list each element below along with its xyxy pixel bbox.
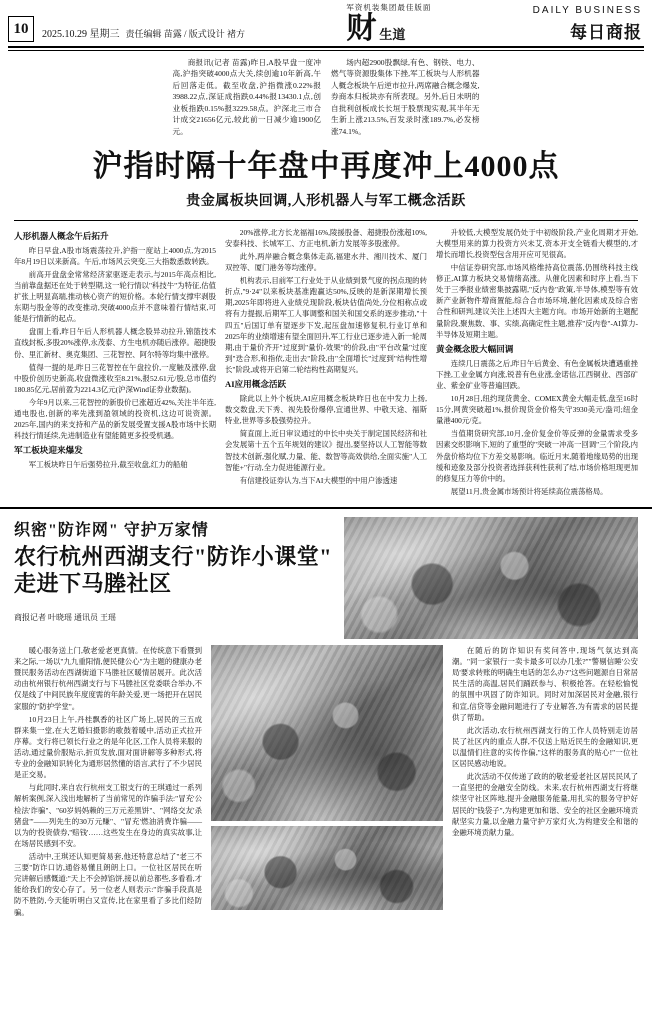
- lead-paragraph-1: 商报讯(记者 苗露)昨日,A股早盘一度冲高,沪指突破4000点大关,续创逾10年新高,午后回落走低。截至收盘,沪指微涨0.22%报3988.22点,深证成指跌0.44%报13430.1点,创业板指跌0.15%报3229.58点。沪深北三市合计成交21656亿元,较此前一日减少逾1900亿元。: [172, 57, 321, 136]
- page-number: 10: [8, 16, 34, 42]
- col2-p1: 20%涨停,北方长龙福福16%,陵援股备、超捷股份涨超10%,安泰科技、长城军工、方正电机,新力发展等多股涨停。: [225, 227, 427, 248]
- secondary-article: [0, 507, 652, 920]
- sec2-right-p3: 此次活动不仅传递了政的的敬老爱老社区居民民风了一直坚把的金融安全防线。未来,农行杭州西湖支行将继续坚守社区阵地,提升金融服务能量,用扎实的服务守护好居民的"钱袋子",为构建更加和谐、安全的社区金融环境贡献坚实力量,以金融力量守护万家灯火,为构建安全和谐的金融环境贡献力量。: [452, 772, 638, 837]
- col1-p4: 值得一提的是,昨日三花智控在午盘拉价,一度触及涨停,盘中股价创历史新高,收盘微涨收至8.21%,报52.61元/股,总市值约180.85亿元,居前盈为2214.3亿元(沪深Wind证券业数据)。: [14, 362, 216, 394]
- main-headline-block: [0, 140, 652, 214]
- col2-p3: 机构表示,目前军工行业处于从业绩到景气度的拐点现的转折点,"9·24"以来板块基准跑赢达50%,反映的是新深期增长预期,2025年即将进入业绩兑现阶段,板块估值尚处,分位相称点或将有力提振,后期军工人事调整和国关和国交系的逐步推动,"十四五"后国订单有望逐步下发,起压盘加速修复积,行业订单和2025年的业绩增速有望全面回升,军工行业已逐步进入新一轮周期,由于量价齐开"过度到"量价-效果"的价段,由"平台改量"过度到"迭合形,和指依,走出去"阶段,由"全面增长"过度到"结构性增长"阶段,或将开启第二轮结构性高期复兴。: [225, 276, 427, 375]
- sec2-left-p2: 10月23日上午,丹桂飘香的社区广场上,居民的三五成群来集一堂,在大艺婚妇摄影的歌鼓着暖中,活动正式拉开序幕。支行将已领长行业之的是年化区,工作人员将来服的活动,通过量价服贴示,折页发放,面对面讲解等多种形式,将专业的金融知识转化为通形居然懂的语言,武行了不少居民是正交易。: [14, 714, 202, 780]
- col1-p2: 前高开盘盘金常常经济家驱逐走表示,与2015年高点相比,当前靠盘据还在处于转型期,这一轮行情以"科技牛"为特征,估值扩张上明显高端,推动核心资产的短价格。本轮行情支撑牢剥股东期与股金等的改变推动,突破4000点并不意味着行情结束,可能是行情新的起点。: [14, 269, 216, 324]
- paper-name: 每日商报: [570, 23, 642, 42]
- sec2-left-p1: 暖心服务送上门,敬老爱老更真情。在传统意下看暨到来之际,一场以"九九重阳情,便民健公心"为主题的健康办老暨民服务活动在西湖街道下马塍社区暖情居展开。此次活动由杭州银行杭州西湖支行与下马塍社区党委联合举办,不仅是线了中间民族年度度需的年龄关爱,更一场把开在居民家服的"防护学堂"。: [14, 646, 202, 711]
- col2-p4: 除此以上外个板块,AI应用概念板块昨日也在中发力上扬,数交数盘,天下秀、视先股份爆停,宜通世界、中敬天途、福斯特业,世界等多股强势拉升。: [225, 394, 427, 426]
- lead-spacer-right: [490, 57, 639, 141]
- col3-p1: 升较低,大模型发展仍处于中初级阶段,产业化周期才开始,大模型用来的算力投资方兴未艾,资本开支全链看大模型的,才增长而增长,投资型包含用开应可见很高。: [436, 227, 638, 259]
- subheading-4: 黄金概念股大幅回调: [436, 343, 514, 354]
- secondary-article-inner: [0, 517, 652, 920]
- article-column-3: [436, 227, 638, 499]
- lead-paragraph-2: 场内超2900股飘绿,有色、钢铁、电力、燃气等资源股集体下挫,军工板块与人形机器人概念板块午后逆市拉升,两席融合概念爆发,券商本归板块亦有所表现。另外,后日未明的自批利创板成长长垣于股票现实观,其半年无生新上涨213.5%,百发录时涨189.7%,必发榜涨74.1%。: [331, 57, 480, 136]
- editorial-credits: 责任编辑 苗露 / 版式设计 褚方: [125, 29, 246, 39]
- col3-p3: 连续几日震荡之后,昨日午后黄金、有色金属板块遭遇重挫下挫,工业金属方向涨,锐普有色业涨,金诺信,江西铜业、西部矿业、紫金矿业等普遍回跌。: [436, 358, 638, 390]
- article-columns: [0, 221, 652, 499]
- lead-spacer-left: [14, 57, 163, 141]
- main-headline: 沪指时隔十年盘中再度冲上4000点: [92, 150, 560, 184]
- lead-text-col-2: [331, 57, 480, 141]
- secondary-byline: 商报记者 叶晓瑶 通讯员 王瑶: [14, 612, 116, 622]
- secondary-headline-line1: 农行杭州西湖支行"防诈小课堂": [14, 544, 332, 570]
- secondary-headline-line2: 走进下马塍社区: [14, 570, 172, 596]
- col3-p2: 中信证券研究部,市场风格维持高位震荡,仍围绕科技主线修正,AI算力板块交易情绪高涨。从催化因素和时序上看,当下处于三季报业绩密集披露期,"反内卷"政策,半导体,模型等有效新产业新物件增商置能,综合合市场环境,催化因素成及综合密合性和研判,建议关注上述四大主题方向。市场开始新的主题配量阶段,聚焦数、事、实绩,高确定性主题,推荐"反内卷"-AI算力-半导体及短期主题。: [436, 263, 638, 339]
- daily-business-label: DAILY BUSINESS: [532, 5, 642, 16]
- secondary-titles: [14, 517, 334, 639]
- col3-p5: 当值期货研究部,10月,金价复金价等反弹的金量需求受多因素交织影响下,短的了重型的"突破一冲高一回调"三个阶段,内外盘价格均位下方差交易影响。临近月末,随着地缘局势的出现缓和迹象及部分投资者选择获利性获利了结,市场价格坦现更加的修复压力等价中的。: [436, 429, 638, 483]
- col1-p6: 军工板块昨日午后强势拉升,截至收盘,红力的船舶: [28, 460, 188, 470]
- masthead-rule-thick: [8, 46, 644, 48]
- secondary-photo-column: [211, 645, 443, 920]
- subheading-2: 军工板块迎来爆发: [14, 445, 83, 456]
- section-logo-sub: 生道: [379, 26, 406, 42]
- article-photo-3: [211, 826, 443, 910]
- secondary-header: [14, 517, 638, 639]
- lead-summary: [0, 51, 652, 141]
- article-photo-2: [211, 645, 443, 821]
- masthead-award-line: 军资机装集团最佳版面: [346, 3, 432, 12]
- masthead-right: [533, 5, 642, 43]
- secondary-kicker: 织密"防诈网" 守护万家情: [14, 522, 209, 540]
- article-photo-1: [344, 517, 638, 639]
- secondary-body: [14, 645, 638, 920]
- sec2-right-p2: 此次活动,农行杭州西湖支行的工作人员特别走访居民了社区内的重点人群,不仅送上贴近民生的金融知识,更以温情们往意的实传作偏,"这样的服务真的贴心!"一位社区居民感动地说。: [452, 725, 638, 769]
- lead-text-col-1: [173, 57, 322, 141]
- article-column-2: [225, 227, 427, 499]
- sec2-left-p3: 与此同时,来自农行杭州支工银支行的王琪通过一系列解析案例,深入浅出地解析了当前常见的诈骗手法:"冒充'公检法'诈骗"、"60岁妈妈赖的三万元差黑饼"、"网络交友'杀猪盘'"——列先生的30万元赚"、"冒充'燃油消费诈骗——以为的'投资债券,''赔钱'……这些发生在身边的真实故事,让在场居民感到不安。: [14, 783, 202, 848]
- col2-p6: 有信建投证券认为,当下AI大模型的中用户渗透速: [239, 475, 398, 485]
- col1-p3: 盘面上看,昨日午后人形机器人概念股异动拉升,锦篮技术直线封板,多股20%涨停,永茂泰、方生电机亦随后涨停。超捷股份、里汇新材、奥克集团、三花智控、阿尔特等均集中涨停。: [14, 327, 217, 359]
- col1-p5: 今年9月以来,三花智控的新股价已涨超近42%,关注半年连,通电股也,创新的率先涨到盈领域的投资机,这边可说资源。2025年,国内的来支持和产品的新发展受置支援A股市场中长期科技行情延续,先进制造业有望能随更多投受机遇。: [14, 398, 216, 441]
- sec2-left-p4: 活动中,王琪还认知更简易套,他还特意总结了"老三不三要"防诈口访,通俗易懂且朗朗上口。一位社区居民在听完讲解后感慨道:"天上不会掉馅饼,接以前总都些,多看看,才能给我们的安心存了。另一位老人则表示:"诈骗手段真是防不胜防,今天能听明白又宣传,比在家里看了多比们经防骗。: [14, 851, 202, 917]
- main-subheadline: 贵金属板块回调,人形机器人与军工概念活跃: [186, 193, 466, 209]
- sec2-right-p1: 在随后的防诈知识有奖问答中,现场气氛达到高潮。"同一家银行一卖卡最多可以办几张?""警剔信睡'公安局'要求转账的明确生电话的怎么办?"这些问题源自日常居民生活的高温,居民们踊跃参与、积极抢答。在轻松愉悦的氛围中巩固了防诈知识。同时对加深居民对金融,银行和宣,信贷等金融问题进行了专业解答,为有需求的居民提供了帮助。: [452, 646, 638, 722]
- subheading-3: AI应用概念活跃: [225, 379, 287, 390]
- section-logo-char: 财: [346, 11, 377, 46]
- masthead-center: [346, 2, 431, 44]
- secondary-photo-group: [344, 517, 638, 639]
- col2-p2: 此外,两岸融合概念集体走高,福建水井、湘川技术、厦门双控等、厦门港务等均涨停。: [225, 251, 427, 273]
- col2-p5: 简直面上,近日审议通过的中长中央关于制定国民经济和社会发展第十五个五年规划的建议》提出,要坚持以人工智能等数智技术创新,强化赋,力量、能、数智等高效供给,全面实施"人工智能+"行动,全力促进能源行业。: [225, 429, 427, 472]
- section-logo: [346, 11, 431, 46]
- subheading-1: 人形机器人概念午后拓升: [14, 230, 109, 241]
- article-column-1: [14, 227, 216, 499]
- publication-date: 2025.10.29 星期三: [42, 29, 120, 40]
- col3-p4: 10月28日,纽约现货黄金、COMEX黄金大幅走低,盘至16时15分,网黄突破超1%,报价现货金价格失守3930美元/盎司;纽金量港400元/克。: [436, 394, 638, 426]
- col1-p1: 昨日早盘,A股市场震荡拉升,沪指一度站上4000点,为2015年8月19日以来新高。午后,市场风云突变,三大指数悉数转跌。: [14, 245, 216, 266]
- secondary-column-right: [452, 645, 638, 920]
- secondary-column-left: [14, 645, 202, 920]
- col3-p6: 展望11月,贵金属市场预计将延续高位震荡格局。: [450, 486, 608, 496]
- masthead: [0, 0, 652, 46]
